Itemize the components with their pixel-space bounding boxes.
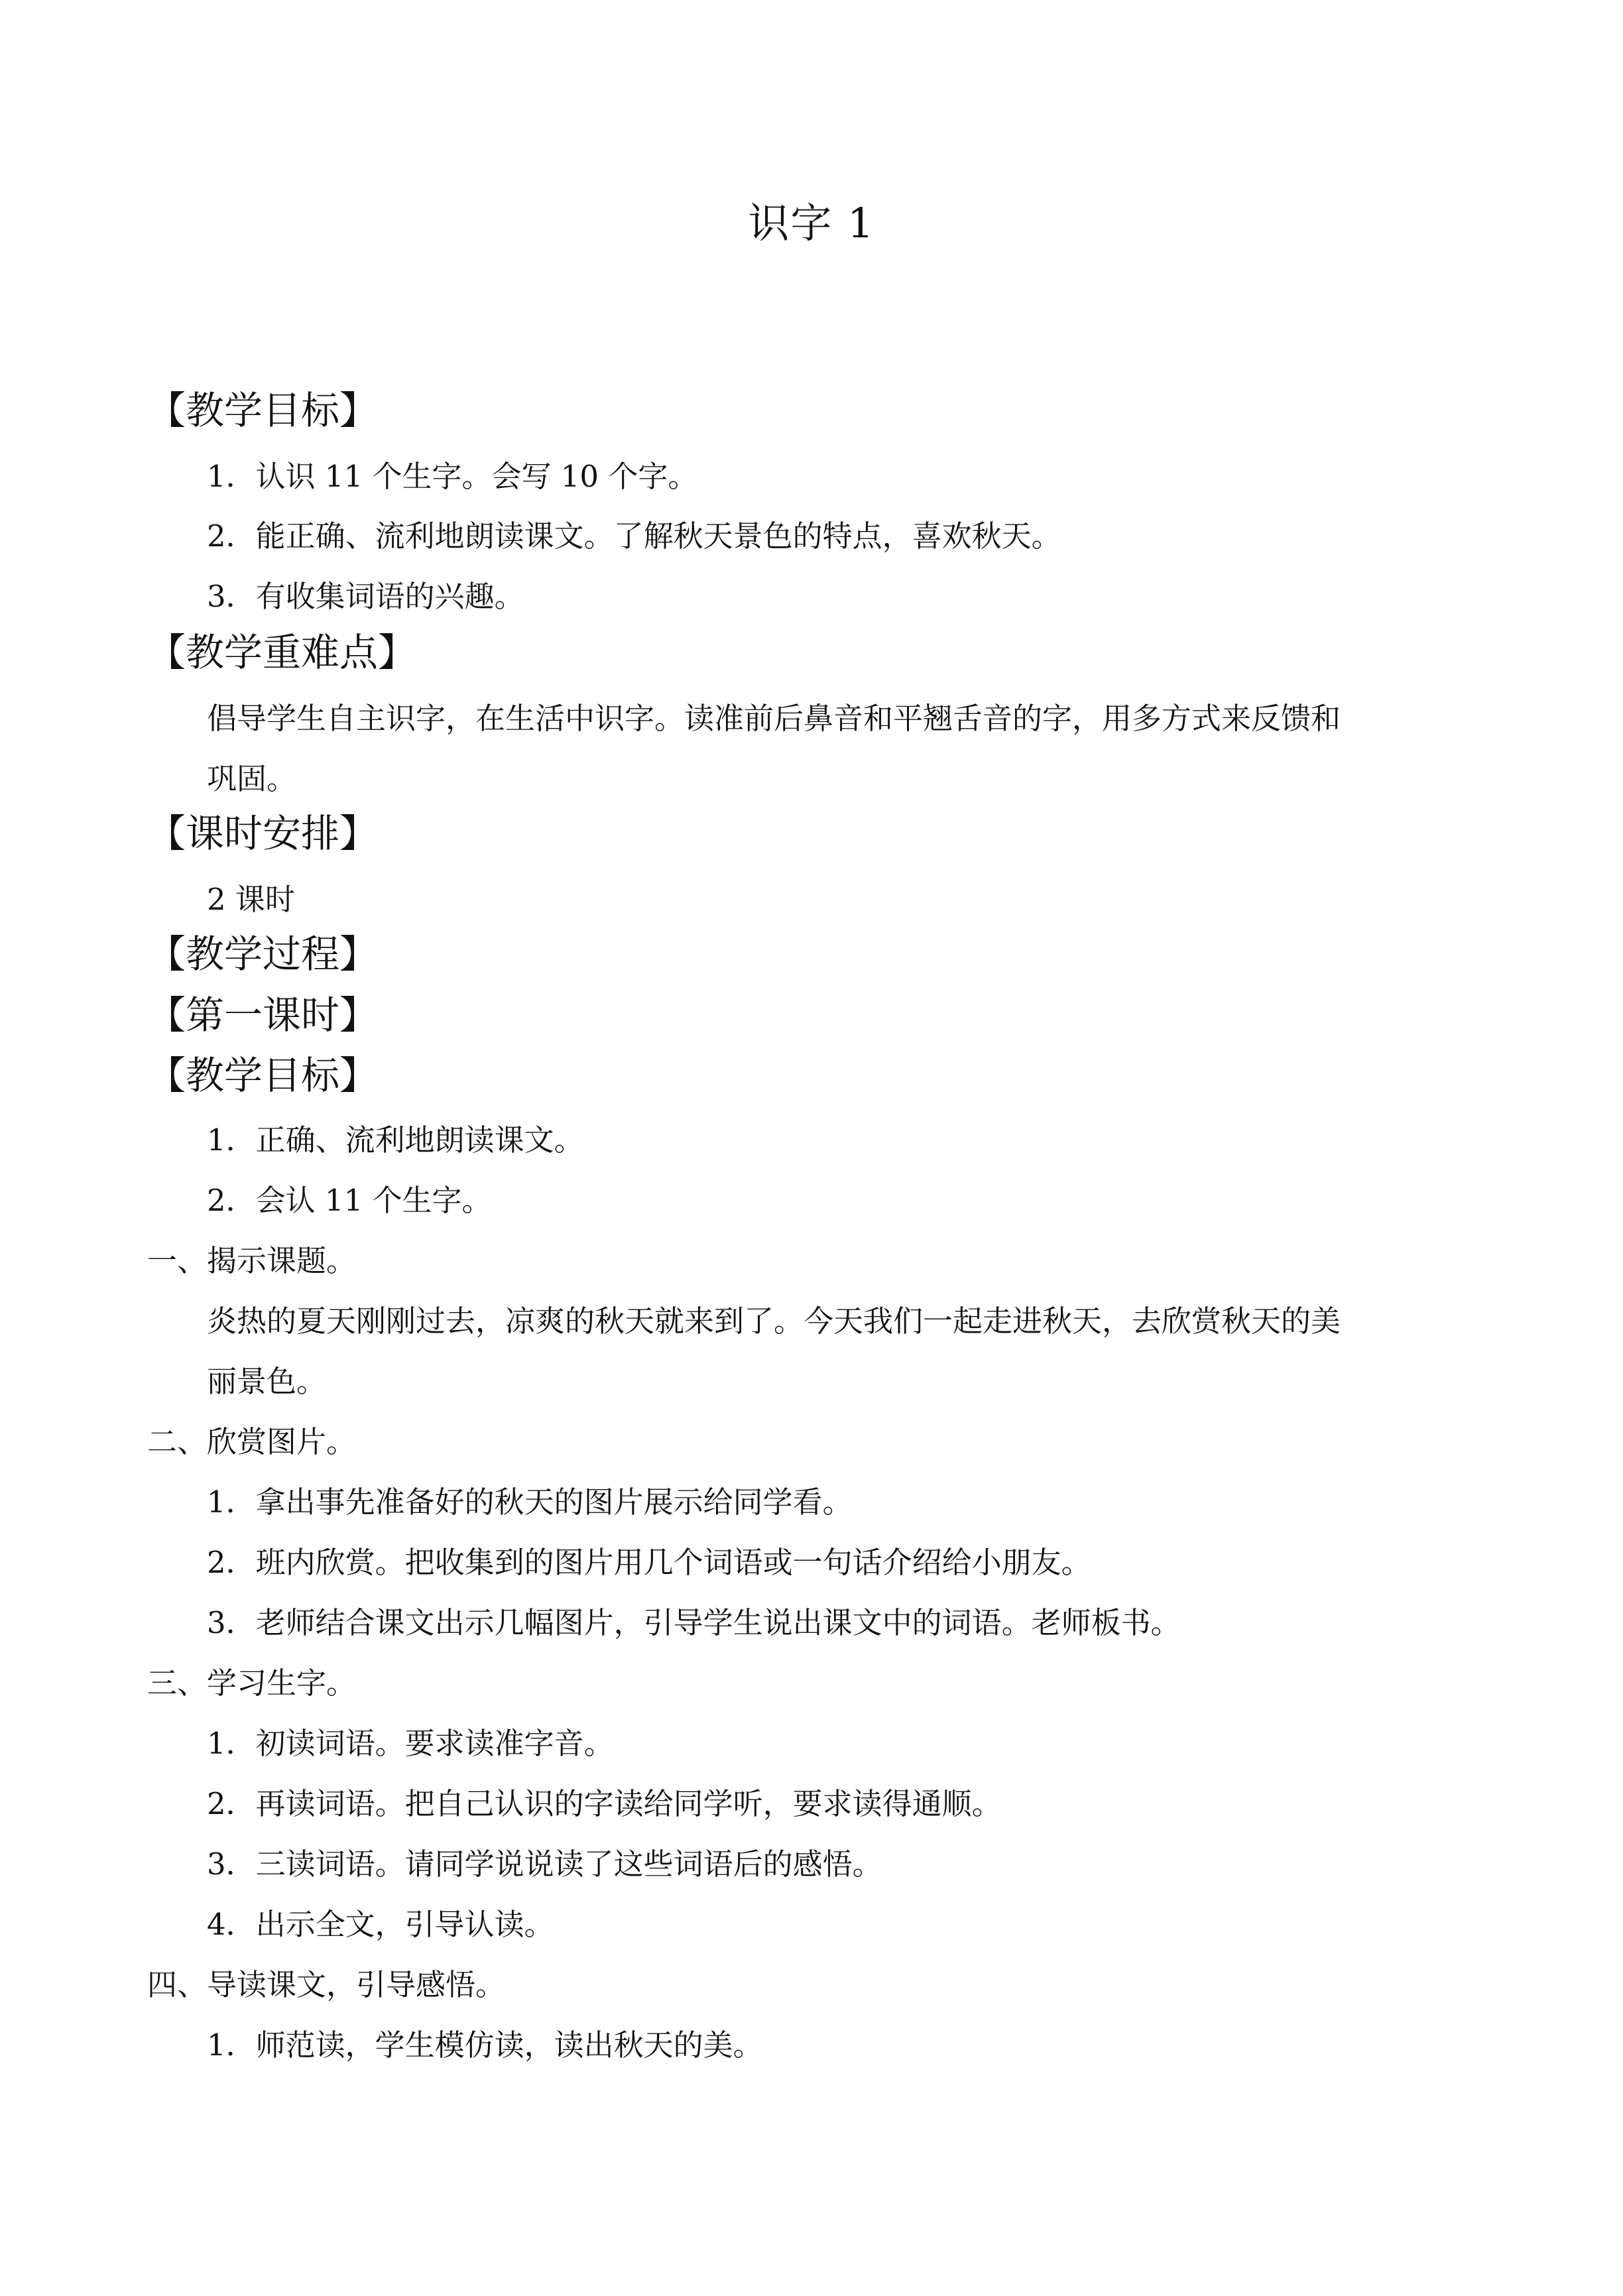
goal-item: 3．有收集词语的兴趣。 (207, 579, 524, 614)
section-heading-lesson-1: 【第一课时】 (147, 993, 379, 1038)
lesson-1-goal-item: 1．正确、流利地朗读课文。 (207, 1122, 584, 1158)
section-heading-goals: 【教学目标】 (147, 388, 379, 433)
step-2-item: 3．老师结合课文出示几幅图片，引导学生说出课文中的词语。老师板书。 (207, 1605, 1181, 1640)
step-3-item: 4．出示全文，引导认读。 (207, 1907, 554, 1942)
step-3-item: 2．再读词语。把自己认识的字读给同学听，要求读得通顺。 (207, 1786, 1002, 1821)
step-heading-3: 三、学习生字。 (147, 1665, 357, 1701)
page-title: 识字 1 (748, 199, 875, 247)
section-heading-lesson-1-goals: 【教学目标】 (147, 1053, 379, 1098)
step-heading-4: 四、导读课文，引导感悟。 (147, 1967, 506, 2002)
step-2-item: 2．班内欣赏。把收集到的图片用几个词语或一句话介绍给小朋友。 (207, 1545, 1091, 1580)
section-heading-key-points: 【教学重难点】 (147, 630, 417, 675)
step-heading-1: 一、揭示课题。 (147, 1243, 357, 1278)
section-heading-process: 【教学过程】 (147, 932, 379, 977)
step-2-item: 1．拿出事先准备好的秋天的图片展示给同学看。 (207, 1484, 853, 1520)
step-1-text-cont: 丽景色。 (207, 1364, 327, 1399)
section-heading-schedule: 【课时安排】 (147, 811, 379, 856)
goal-item: 2．能正确、流利地朗读课文。了解秋天景色的特点，喜欢秋天。 (207, 518, 1061, 554)
lesson-1-goal-item: 2．会认 11 个生字。 (207, 1183, 492, 1218)
step-3-item: 3．三读词语。请同学说说读了这些词语后的感悟。 (207, 1846, 882, 1882)
key-points-text: 倡导学生自主识字，在生活中识字。读准前后鼻音和平翘舌音的字，用多方式来反馈和 (207, 701, 1341, 736)
goal-item: 1．认识 11 个生字。会写 10 个字。 (207, 459, 698, 494)
schedule-text: 2 课时 (207, 882, 295, 917)
step-4-item: 1．师范读，学生模仿读，读出秋天的美。 (207, 2027, 763, 2063)
step-heading-2: 二、欣赏图片。 (147, 1424, 357, 1459)
key-points-text-cont: 巩固。 (207, 761, 297, 796)
step-1-text: 炎热的夏天刚刚过去，凉爽的秋天就来到了。今天我们一起走进秋天，去欣赏秋天的美 (207, 1303, 1341, 1339)
step-3-item: 1．初读词语。要求读准字音。 (207, 1726, 614, 1761)
